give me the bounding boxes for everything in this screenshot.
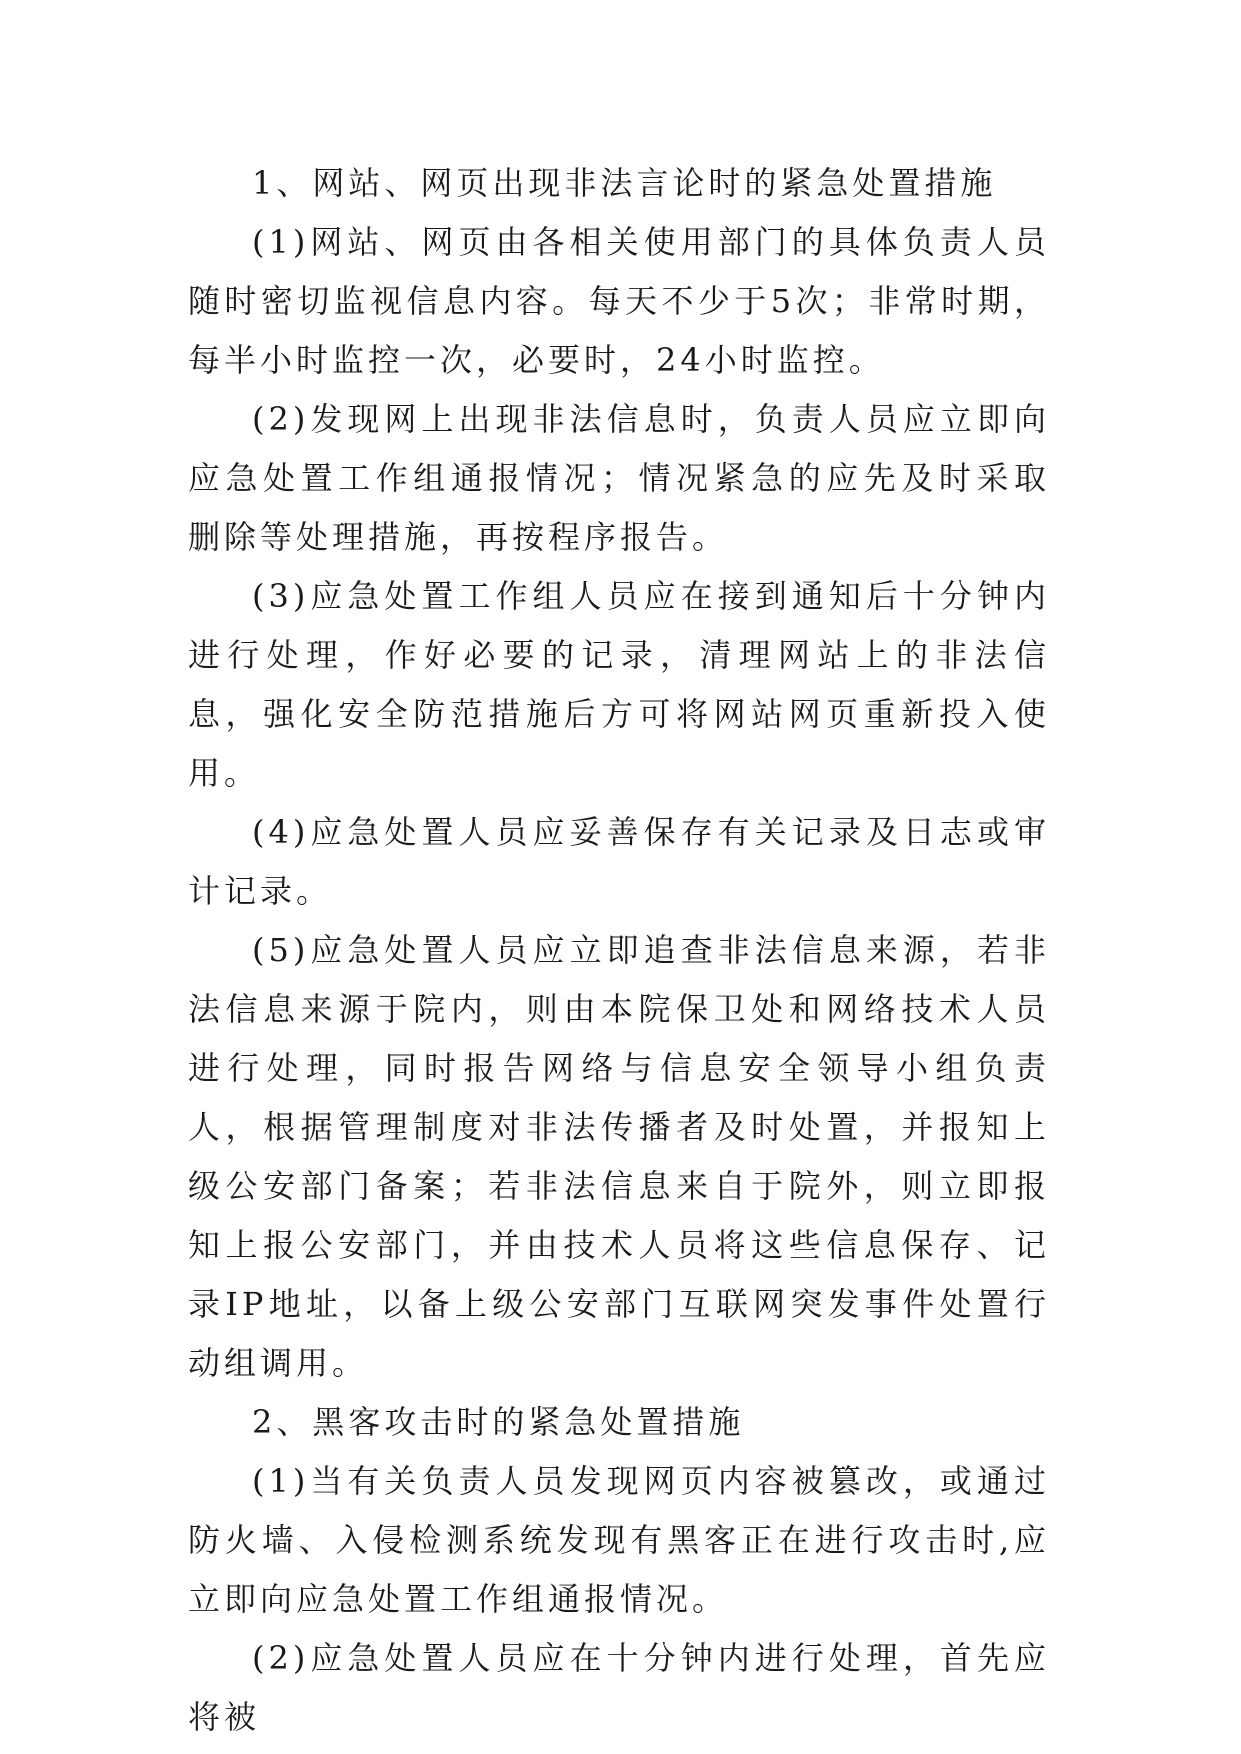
paragraph-1-2: (2)发现网上出现非法信息时，负责人员应立即向应急处置工作组通报情况；情况紧急的应先及时采取删除等处理措施，再按程序报告。 (188, 400, 1050, 556)
paragraph-2-1: (1)当有关负责人员发现网页内容被篡改，或通过防火墙、入侵检测系统发现有黑客正在进行攻击时,应立即向应急处置工作组通报情况。 (188, 1462, 1050, 1618)
paragraph-1-4: (4)应急处置人员应妥善保存有关记录及日志或审计记录。 (188, 813, 1050, 910)
section-heading-illegal-speech: 1、网站、网页出现非法言论时的紧急处置措施 (252, 164, 997, 202)
document-page (188, 154, 1050, 1747)
paragraph-1-5: (5)应急处置人员应立即追查非法信息来源，若非法信息来源于院内，则由本院保卫处和网络技术人员进行处理，同时报告网络与信息安全领导小组负责人，根据管理制度对非法传播者及时处置，并报知上级公安部门备案；若非法信息来自于院外，则立即报知上报公安部门，并由技术人员将这些信息保存、记录IP地址，以备上级公安部门互联网突发事件处置行动组调用。 (188, 931, 1050, 1382)
section-heading-hacker-attack: 2、黑客攻击时的紧急处置措施 (252, 1403, 745, 1441)
paragraph-1-3: (3)应急处置工作组人员应在接到通知后十分钟内进行处理，作好必要的记录，清理网站上的非法信息，强化安全防范措施后方可将网站网页重新投入使用。 (188, 577, 1050, 792)
paragraph-1-1: (1)网站、网页由各相关使用部门的具体负责人员随时密切监视信息内容。每天不少于5次；非常时期，每半小时监控一次，必要时，24小时监控。 (188, 223, 1050, 379)
paragraph-2-2: (2)应急处置人员应在十分钟内进行处理，首先应将被 (188, 1639, 1050, 1736)
